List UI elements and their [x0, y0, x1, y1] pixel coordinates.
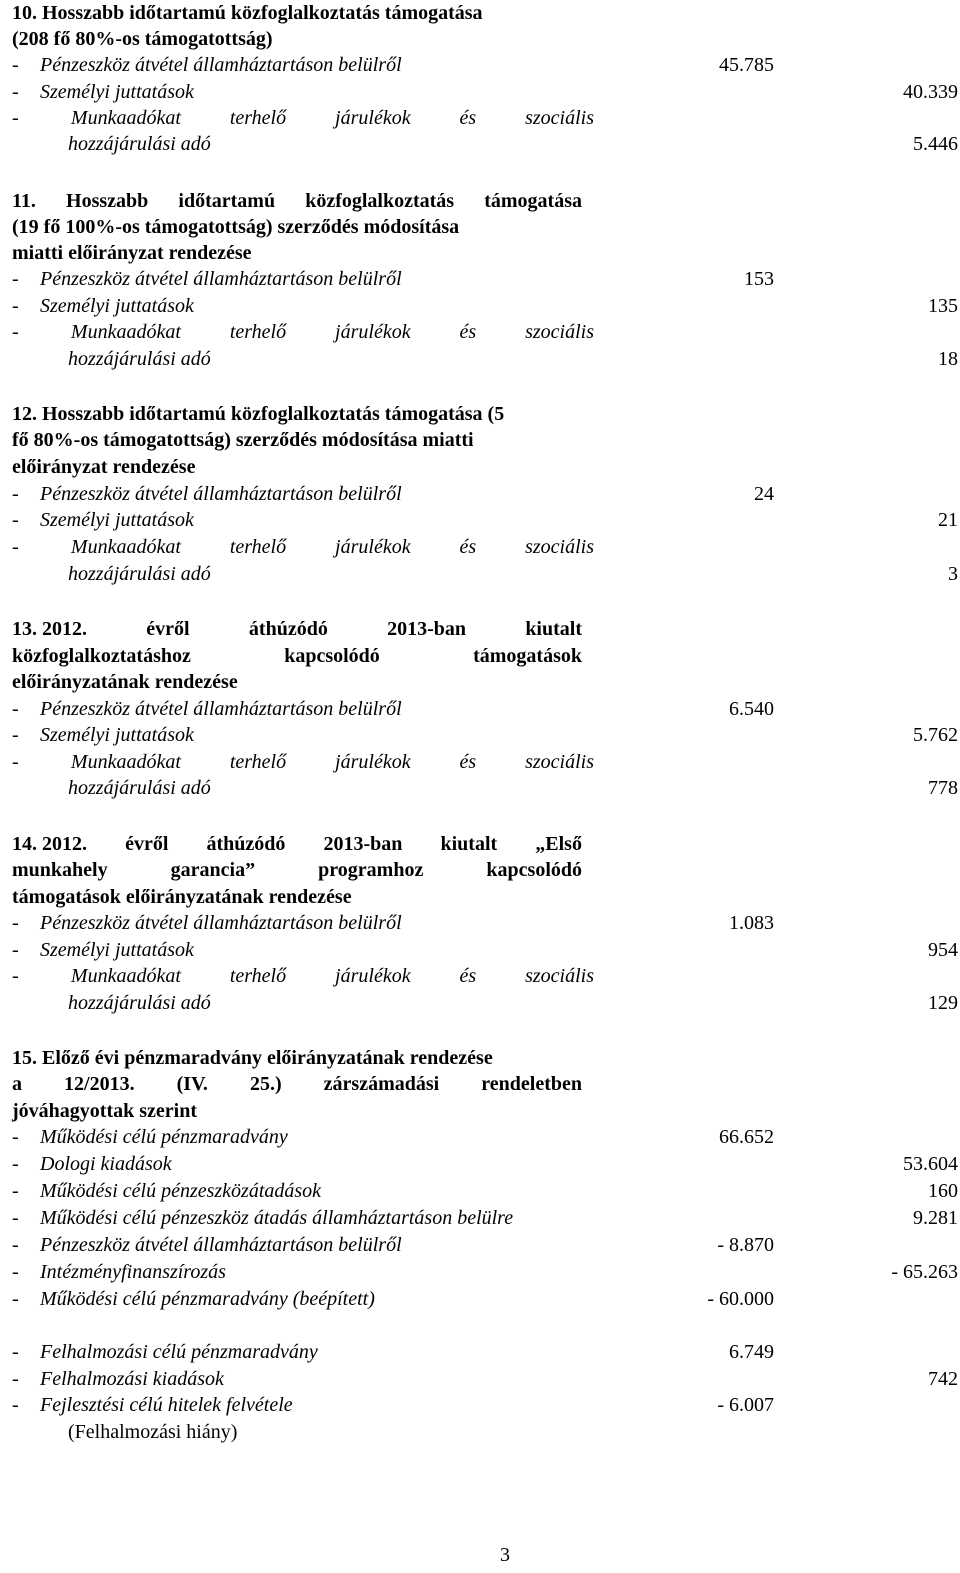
- section-13-title-line-2: közfoglalkoztatáshoz kapcsolódó támogatások: [12, 645, 582, 667]
- section-12-title-line-2: fő 80%-os támogatottság) szerződés módosítása miatti: [12, 429, 474, 451]
- value: 5.446: [913, 133, 958, 155]
- value: 40.339: [903, 81, 958, 103]
- section-10-item-1: - Pénzeszköz átvétel államháztartáson belülről 45.785: [12, 54, 774, 76]
- section-15-row-2: - Fejlesztési célú hitelek felvétele - 6.007: [12, 1394, 774, 1416]
- section-15-note: (Felhalmozási hiány): [68, 1421, 238, 1443]
- section-11-item-1: - Pénzeszköz átvétel államháztartáson belülről 153: [12, 268, 774, 290]
- section-15-row-2: - Felhalmozási célú pénzmaradvány 6.749: [12, 1341, 774, 1363]
- section-10-item-3: - Munkaadókat terhelő járulékok és szociális: [12, 107, 594, 129]
- section-12-item-3: - Munkaadókat terhelő járulékok és szociális: [12, 536, 594, 558]
- value: 778: [928, 777, 958, 799]
- section-13-item-2: - Személyi juttatások 5.762: [12, 724, 958, 746]
- section-14-item-3: - Munkaadókat terhelő járulékok és szociális: [12, 965, 594, 987]
- section-15-row: - Intézményfinanszírozás - 65.263: [12, 1261, 958, 1283]
- value: 129: [928, 992, 958, 1014]
- section-12-item-2: - Személyi juttatások 21: [12, 509, 958, 531]
- section-12-title-line-1: 12. Hosszabb időtartamú közfoglalkoztatás támogatása (5: [12, 403, 505, 425]
- section-12-item-1: - Pénzeszköz átvétel államháztartáson belülről 24: [12, 483, 774, 505]
- value-col-1: - 60.000: [707, 1288, 774, 1310]
- section-15-row: - Pénzeszköz átvétel államháztartáson belülről - 8.870: [12, 1234, 774, 1256]
- page-number: 3: [500, 1544, 510, 1566]
- section-15-title-line-2: a 12/2013. (IV. 25.) zárszámadási rendeletben: [12, 1073, 582, 1095]
- value-col-1: - 6.007: [717, 1394, 774, 1416]
- section-13-item-1: - Pénzeszköz átvétel államháztartáson belülről 6.540: [12, 698, 774, 720]
- value-col-1: - 8.870: [717, 1234, 774, 1256]
- section-10-item-2: - Személyi juttatások 40.339: [12, 81, 958, 103]
- value-col-2: 9.281: [913, 1207, 958, 1229]
- section-13-title-line-1: 13. 2012. évről áthúzódó 2013-ban kiutalt: [12, 618, 582, 640]
- section-11-title-line-1: 11. Hosszabb időtartamú közfoglalkoztatás támogatása: [12, 190, 582, 212]
- section-15-title-line-1: 15. Előző évi pénzmaradvány előirányzatának rendezése: [12, 1047, 493, 1069]
- value: 6.540: [729, 698, 774, 720]
- section-14-title-line-3: támogatások előirányzatának rendezése: [12, 886, 352, 908]
- value: 24: [754, 483, 774, 505]
- value-col-2: 742: [928, 1368, 958, 1390]
- section-14-title-line-2: munkahely garancia” programhoz kapcsolódó: [12, 859, 582, 881]
- section-11-title-line-2: (19 fő 100%-os támogatottság) szerződés módosítása: [12, 216, 460, 238]
- value-col-1: 66.652: [719, 1126, 774, 1148]
- section-11-item-2: - Személyi juttatások 135: [12, 295, 958, 317]
- value-col-1: 6.749: [729, 1341, 774, 1363]
- value-col-2: 53.604: [903, 1153, 958, 1175]
- value-col-2: 160: [928, 1180, 958, 1202]
- section-14-item-3-cont: hozzájárulási adó 129: [68, 992, 958, 1014]
- value: 1.083: [729, 912, 774, 934]
- value: 153: [744, 268, 774, 290]
- section-15-row: - Működési célú pénzmaradvány 66.652: [12, 1126, 774, 1148]
- section-15-row: - Működési célú pénzmaradvány (beépített) - 60.000: [12, 1288, 774, 1310]
- section-15-title-line-3: jóváhagyottak szerint: [12, 1100, 197, 1122]
- section-11-title-line-3: miatti előirányzat rendezése: [12, 242, 252, 264]
- section-10-title-line-2: (208 fő 80%-os támogatottság): [12, 28, 273, 50]
- value: 45.785: [719, 54, 774, 76]
- section-10-item-3-cont: hozzájárulási adó 5.446: [68, 133, 958, 155]
- section-14-item-2: - Személyi juttatások 954: [12, 939, 958, 961]
- section-11-item-3-cont: hozzájárulási adó 18: [68, 348, 958, 370]
- section-12-title-line-3: előirányzat rendezése: [12, 456, 196, 478]
- section-10-title-line-1: 10. Hosszabb időtartamú közfoglalkoztatás támogatása: [12, 2, 483, 24]
- value: 135: [928, 295, 958, 317]
- value-col-2: - 65.263: [891, 1261, 958, 1283]
- section-15-row-2: - Felhalmozási kiadások 742: [12, 1368, 958, 1390]
- section-15-row: - Működési célú pénzeszköz átadás államháztartáson belülre 9.281: [12, 1207, 958, 1229]
- value: 954: [928, 939, 958, 961]
- value: 5.762: [913, 724, 958, 746]
- value: 18: [938, 348, 958, 370]
- section-14-title-line-1: 14. 2012. évről áthúzódó 2013-ban kiutalt „Első: [12, 833, 582, 855]
- value: 3: [948, 563, 958, 585]
- section-11-item-3: - Munkaadókat terhelő járulékok és szociális: [12, 321, 594, 343]
- section-15-row: - Dologi kiadások 53.604: [12, 1153, 958, 1175]
- section-12-item-3-cont: hozzájárulási adó 3: [68, 563, 958, 585]
- value: 21: [938, 509, 958, 531]
- section-15-row: - Működési célú pénzeszközátadások 160: [12, 1180, 958, 1202]
- section-13-item-3: - Munkaadókat terhelő járulékok és szociális: [12, 751, 594, 773]
- section-13-title-line-3: előirányzatának rendezése: [12, 671, 238, 693]
- section-13-item-3-cont: hozzájárulási adó 778: [68, 777, 958, 799]
- section-14-item-1: - Pénzeszköz átvétel államháztartáson belülről 1.083: [12, 912, 774, 934]
